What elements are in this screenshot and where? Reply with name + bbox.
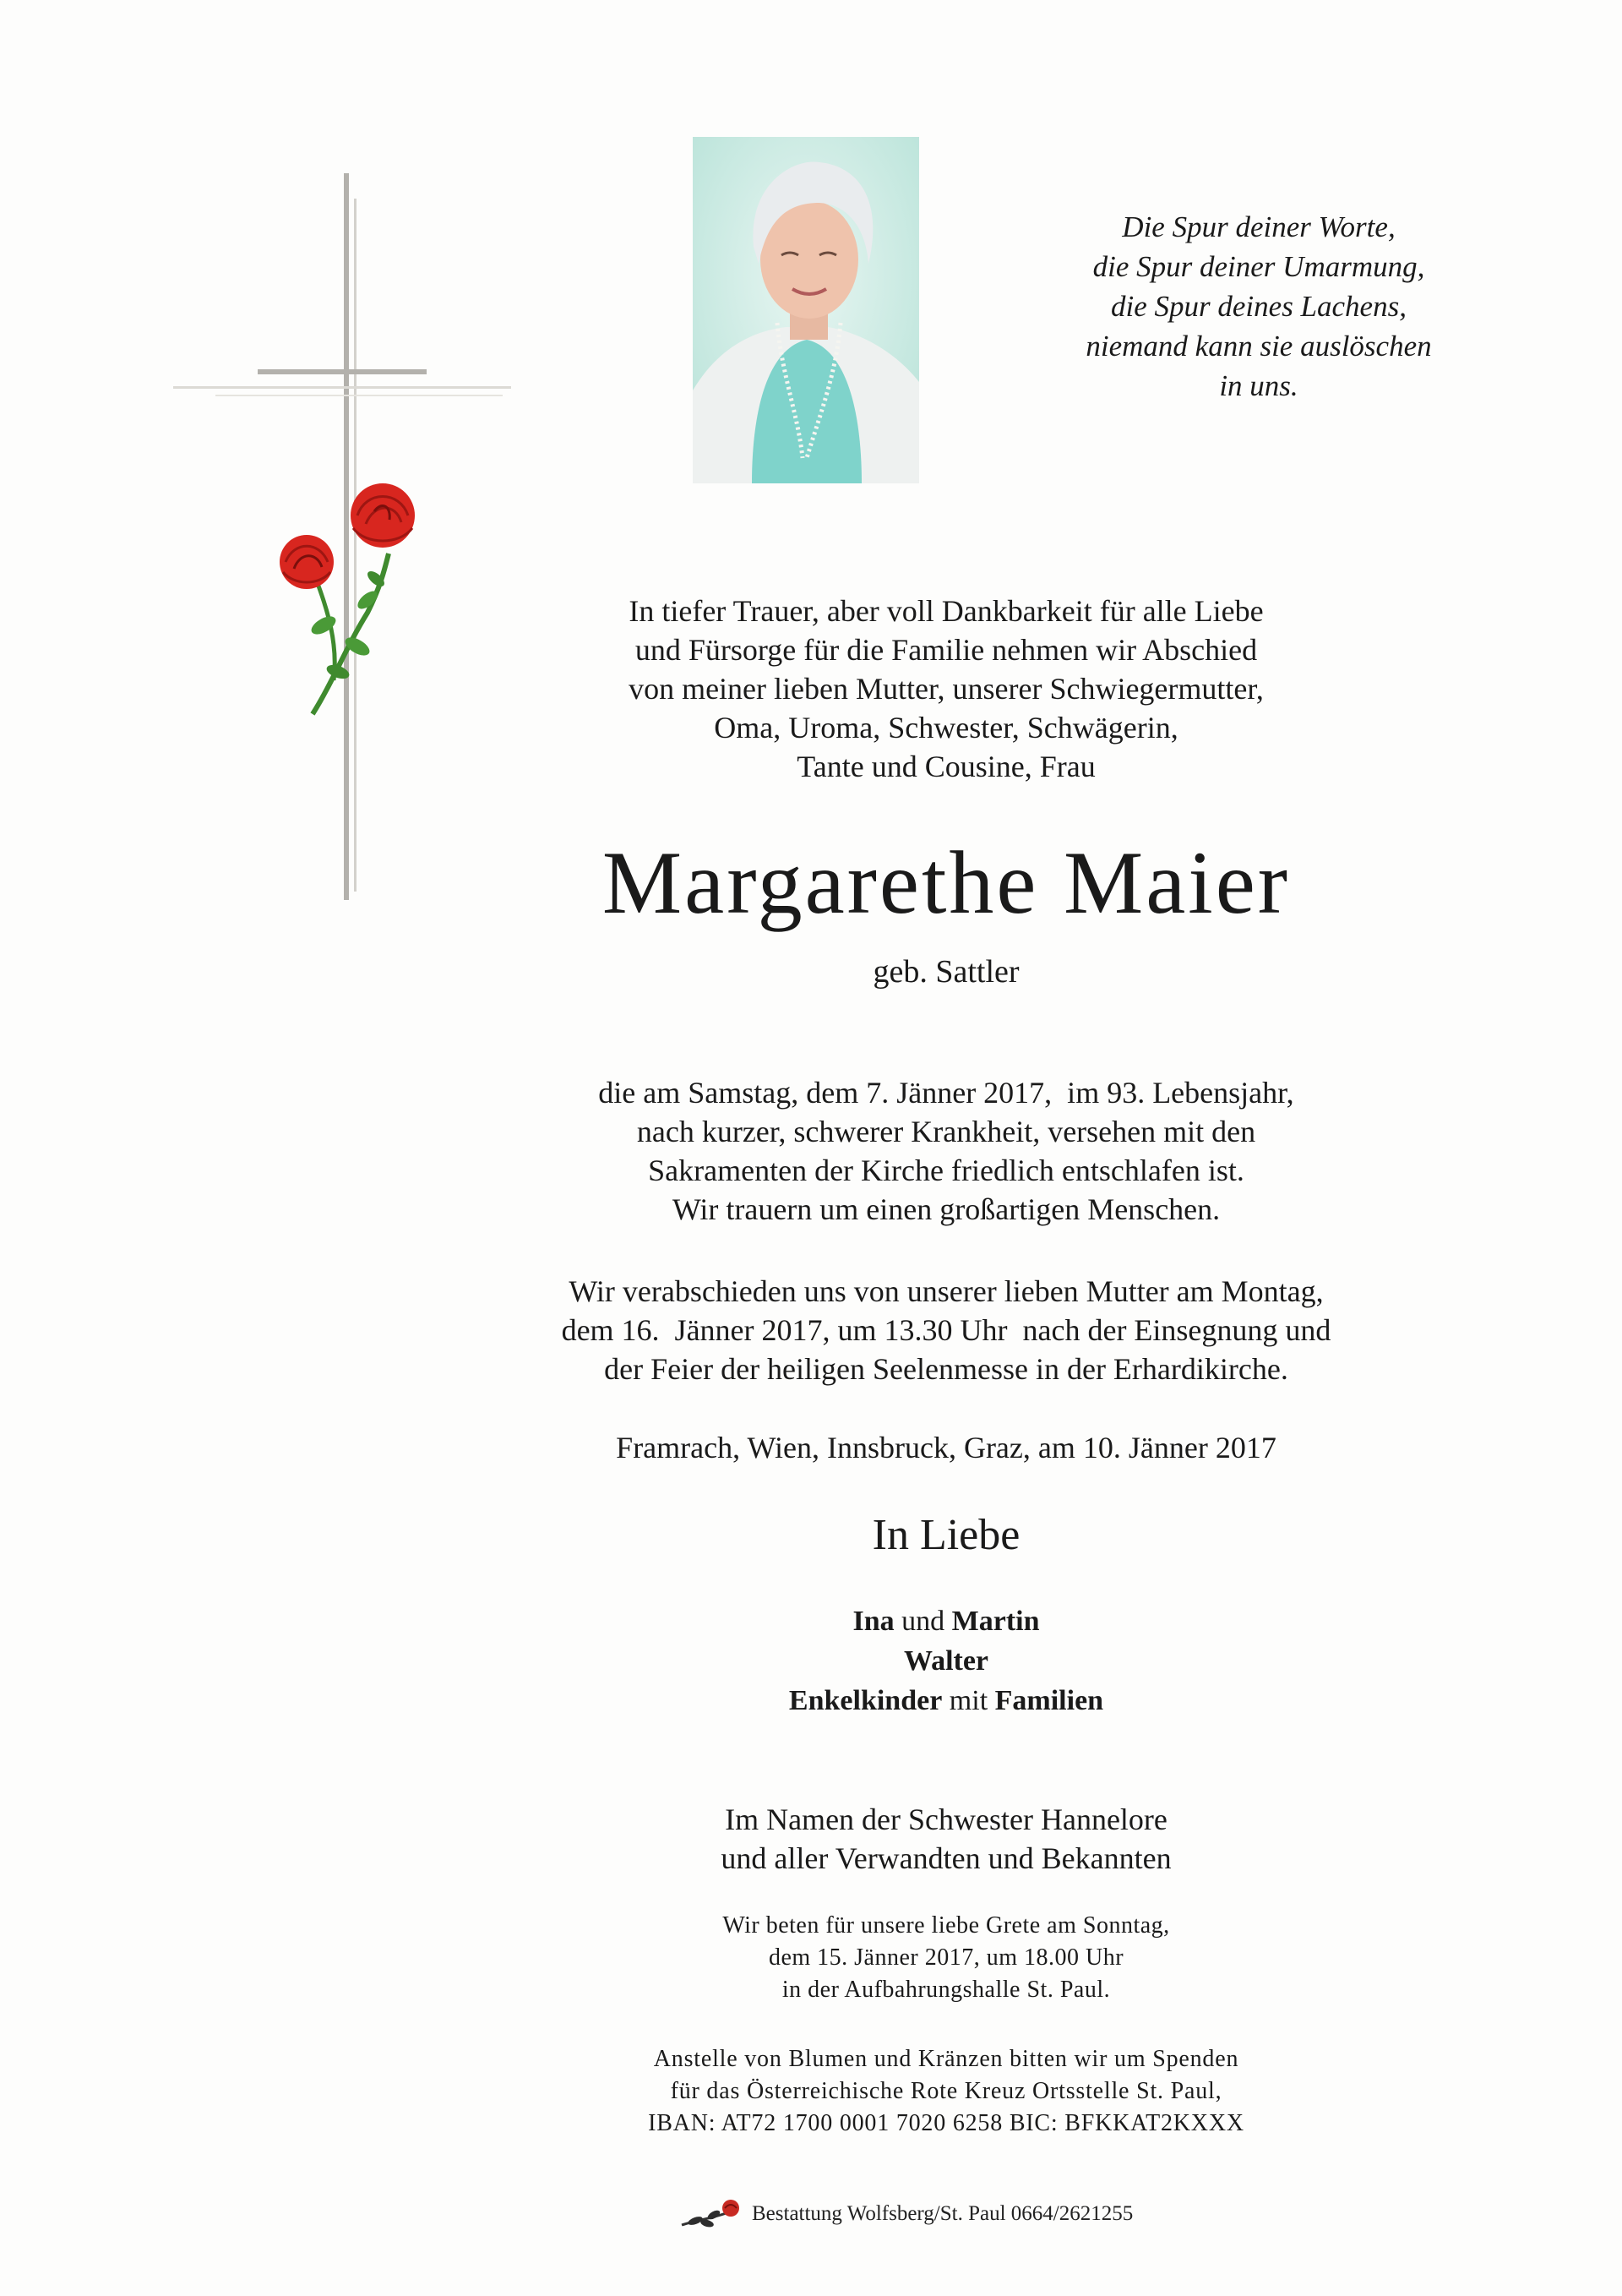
donation-line: IBAN: AT72 1700 0001 7020 6258 BIC: BFKKAT2KXXX [648,2110,1244,2136]
death-info-line: Sakramenten der Kirche friedlich entschlafen ist. [648,1153,1244,1187]
intro-line: Oma, Uroma, Schwester, Schwägerin, [714,711,1178,744]
death-info-line: die am Samstag, dem 7. Jänner 2017, im 93. Lebensjahr, [598,1076,1294,1110]
intro-line: Tante und Cousine, Frau [797,750,1096,783]
donation-notice [389,2043,1504,2140]
poem [1039,207,1478,406]
funeral-info-line: dem 16. Jänner 2017, um 13.30 Uhr nach der Einsegnung und [561,1313,1331,1347]
intro-line: und Fürsorge für die Familie nehmen wir Abschied [634,633,1258,667]
rose-logo-icon [680,2193,743,2235]
poem-line: Die Spur deiner Worte, [1122,210,1396,243]
poem-line: die Spur deines Lachens, [1111,290,1407,323]
donation-line: für das Österreichische Rote Kreuz Ortsstelle St. Paul, [670,2078,1222,2104]
funeral-home-contact: Bestattung Wolfsberg/St. Paul 0664/2621255 [752,2202,1134,2225]
relatives-line: und aller Verwandten und Bekannten [721,1841,1172,1875]
relatives-line: Im Namen der Schwester Hannelore [725,1802,1168,1836]
death-info-line: nach kurzer, schwerer Krankheit, versehen mit den [636,1115,1256,1148]
prayer-line: dem 15. Jänner 2017, um 18.00 Uhr [768,1944,1124,1971]
poem-line: in uns. [1219,369,1298,402]
prayer-line: Wir beten für unsere liebe Grete am Sonntag, [722,1912,1170,1939]
funeral-home-footer [680,2193,1133,2235]
funeral-info-line: Wir verabschieden uns von unserer lieben Mutter am Montag, [569,1274,1324,1308]
mourners-list [389,1601,1504,1721]
portrait-photo [693,137,919,483]
mourner-connector: mit [942,1685,995,1716]
death-info-line: Wir trauern um einen großartigen Menschen. [672,1192,1221,1226]
funeral-info-paragraph [389,1272,1504,1388]
mourner-name: Ina [852,1606,895,1637]
mourner-connector: und [894,1606,952,1637]
mourner-name: Walter [903,1645,989,1677]
intro-line: In tiefer Trauer, aber voll Dankbarkeit für alle Liebe [629,594,1264,628]
intro-paragraph [389,592,1504,786]
deceased-name: Margarethe Maier [601,833,1291,932]
in-love-heading: In Liebe [872,1511,1021,1559]
donation-line: Anstelle von Blumen und Kränzen bitten wir um Spenden [653,2046,1239,2072]
intro-line: von meiner lieben Mutter, unserer Schwiegermutter, [629,672,1264,706]
place-and-date: Framrach, Wien, Innsbruck, Graz, am 10. Jänner 2017 [616,1431,1276,1464]
death-info-paragraph [389,1073,1504,1229]
mourner-name: Familien [994,1685,1104,1716]
maiden-name: geb. Sattler [873,954,1020,990]
prayer-notice [389,1910,1504,2006]
prayer-line: in der Aufbahrungshalle St. Paul. [781,1977,1111,2003]
mourner-name: Martin [951,1606,1040,1637]
mourner-name: Enkelkinder [788,1685,943,1716]
cross-with-roses-icon [165,173,528,917]
mourner-line [389,1681,1504,1721]
funeral-info-line: der Feier der heiligen Seelenmesse in der Erhardikirche. [604,1352,1288,1386]
relatives-paragraph [389,1800,1504,1878]
poem-line: die Spur deiner Umarmung, [1092,250,1425,283]
mourner-line [389,1601,1504,1641]
poem-line: niemand kann sie auslöschen [1086,330,1432,363]
